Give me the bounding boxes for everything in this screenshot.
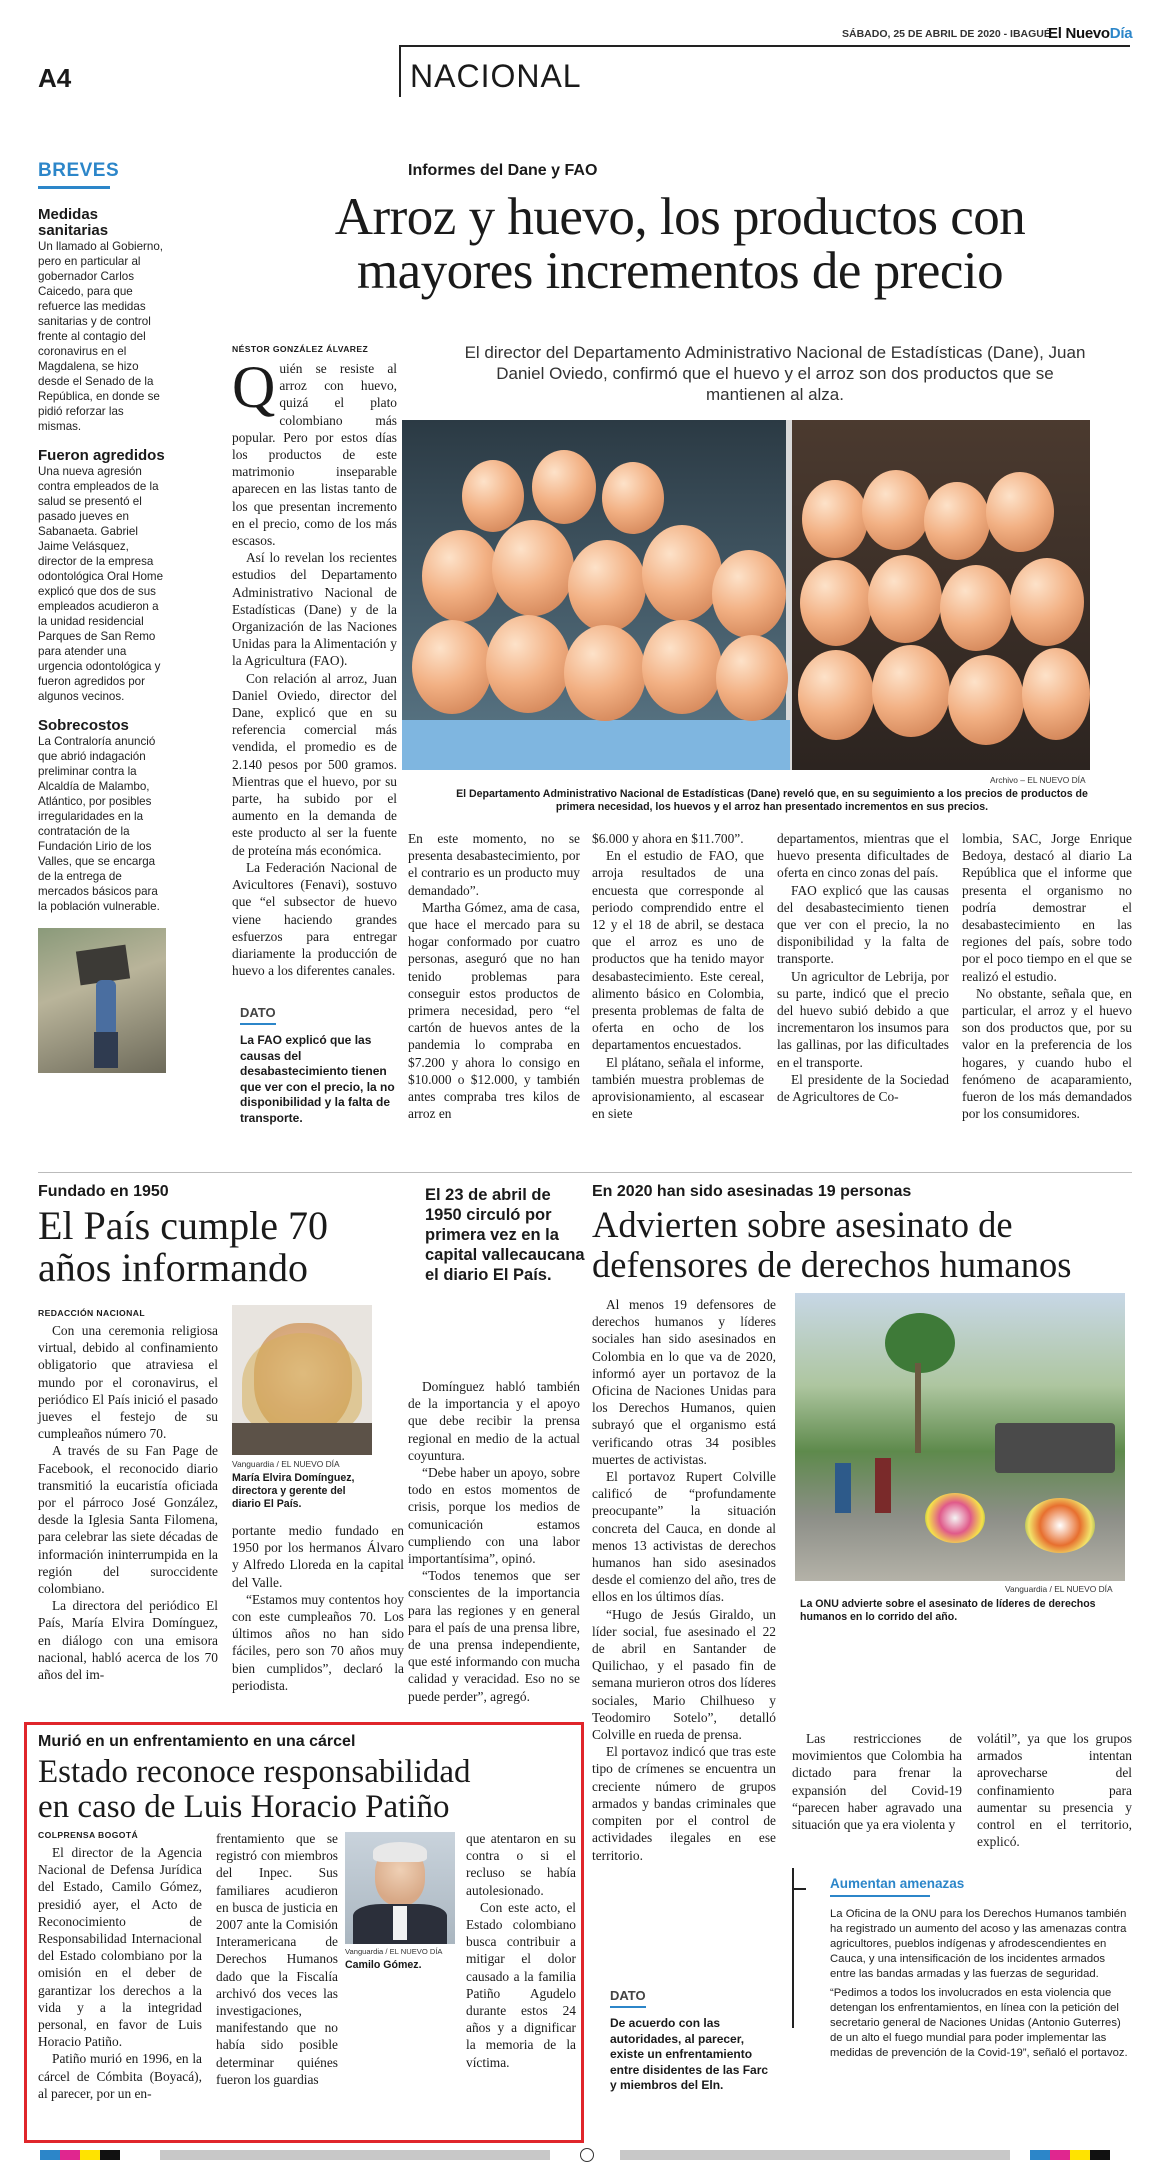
page-number: A4	[38, 63, 72, 93]
breve-item	[38, 207, 166, 434]
ddhh-col-3: volátil”, ya que los grupos armados intentan aprovecharse del confinamiento para aumentar su presencia y control en el territorio, explicó.	[977, 1731, 1132, 1850]
section-separator	[38, 1172, 1132, 1173]
masthead-rule	[400, 45, 1130, 47]
patino-photo-caption: Camilo Gómez.	[345, 1959, 422, 1971]
pais-byline: REDACCIÓN NACIONAL	[38, 1308, 145, 1318]
section-divider	[399, 45, 401, 97]
dropcap: Q	[232, 354, 276, 420]
ddhh-photo-caption: La ONU advierte sobre el asesinato de líderes de derechos humanos en lo corrido del año.	[800, 1598, 1096, 1623]
breves-label: BREVES	[38, 160, 120, 181]
masthead	[0, 0, 1172, 100]
breve-body: Un llamado al Gobierno, pero en particular al gobernador Carlos Caicedo, para que refuerce las medidas sanitarias y de control frente al contagio del coronavirus en el Magdalena, se hizo desde el Senado de la República, en donde se pidió reforzar las mismas.	[38, 240, 164, 433]
patino-kicker: Murió en un enfrentamiento en una cárcel	[38, 1733, 356, 1750]
patino-headline-line: Estado reconoce responsabilidad	[38, 1754, 471, 1790]
main-col-4: departamentos, mientras que el huevo presenta dificultades de oferta en cinco zonas del país. FAO explicó que las causas del desabastecimiento tienen que ver con el precio, la no disponibilidad y la falta de transporte. Un agricultor de Lebrija, por su parte, indicó que el precio del huevo subió debido a que incrementaron los insumos para las gallinas, por las dificultades en el transporte. El presidente de la Sociedad de Agricultores de Co-	[777, 831, 949, 1105]
pais-kicker: Fundado en 1950	[38, 1183, 169, 1200]
breves-photo	[38, 928, 166, 1073]
pais-photo-caption: María Elvira Domínguez, directora y gerente del diario El País.	[232, 1472, 355, 1510]
main-photo-caption: El Departamento Administrativo Nacional de Estadísticas (Dane) reveló que, en su seguimiento a los precios de productos de primera necesidad, los huevos y el arroz han presentado incrementos en sus precios.	[456, 788, 1088, 813]
pais-col-3: Domínguez habló también de la importancia y el apoyo que debe recibir la prensa regional en medio de la actual coyuntura. “Debe haber un apoyo, sobre todo en estos momentos de crisis, porque los medios de comunicación estamos cumpliendo con una labor importantísima”, opinó. “Todos tenemos que ser conscientes de la importancia para las regiones y en general para el país de una prensa libre, de una prensa independiente, que esté informando con mucha calidad y veracidad. Eso no se puede perder”, agregó.	[408, 1379, 580, 1704]
patino-photo-credit: Vanguardia / EL NUEVO DÍA	[345, 1947, 443, 1956]
dato-text: De acuerdo con las autoridades, al parecer, existe un enfrentamiento entre disidentes de las Farc y miembros del Eln.	[610, 2016, 769, 2092]
patino-col-1: El director de la Agencia Nacional de Defensa Jurídica del Estado, Camilo Gómez, presidió ayer, el Acto de Reconocimiento de Responsabilidad Internacional del Estado colombiano por la omisión en el deber de garantizar los derechos a la vida y a la integridad personal, en favor de Luis Horacio Patiño. Patiño murió en 1996, en la cárcel de Cómbita (Boyacá), al parecer, por un en-	[38, 1845, 202, 2101]
brand-logo-text: El Nuevo	[1048, 25, 1110, 42]
main-headline-line: Arroz y huevo, los productos con	[334, 188, 1026, 246]
pais-col-1: Con una ceremonia religiosa virtual, debido al confinamiento obligatorio que atraviesa el mundo por el coronavirus, el periódico El País inició el pasado jueves el festejo de su cumpleaños número 70. A través de su Fan Page de Facebook, el reconocido diario transmitió la eucaristía oficiada por el párroco José González, desde la Iglesia Santa Filomena, para celebrar las siete décadas de información ininterrumpida en la región del suroccidente colombiano. La directora del periódico El País, María Elvira Domínguez, en diálogo con una emisora nacional, habló acerca de los 70 años del im-	[38, 1323, 218, 1683]
main-col-1: Quién se resiste al arroz con huevo, quizá el plato colombiano más popular. Pero por estos días los productos de este matrimonio inseparable aparecen en las listas tanto de los que presentan incremento en el precio, como de los más escasos. Así lo revelan los recientes estudios del Departamento Administrativo Nacional de Estadísticas (Dane) y de la Organización de las Naciones Unidas para la Alimentación y la Agricultura (FAO). Con relación al arroz, Juan Daniel Oviedo, director del Dane, explicó que en su referencia comercial más vendida, el promedio es de 2.140 pesos por 500 gramos. Mientras que el huevo, por su parte, ha subido por el aumento en la demanda de este producto al ser la fuente de proteína más económica. La Federación Nacional de Avicultores (Fenavi), sostuvo que “el subsector de huevo viene haciendo grandes esfuerzos para entregar diariamente la producción de huevo a los diferentes canales.	[232, 354, 397, 979]
breve-body: Una nueva agresión contra empleados de la salud se presentó el pasado jueves en Sabanaeta. Gabriel Jaime Velásquez, director de la empresa odontológica Oral Home explicó que dos de sus empleados acudieron a la unidad residencial Parques de San Remo para atender una urgencia odontológica y fueron agredidos por algunos vecinos.	[38, 465, 164, 703]
ddhh-col-2: Las restricciones de movimientos que Colombia ha dictado para frenar la expansión del Covid-19 “parecen haber agravado una situación que ya era violenta y	[792, 1731, 962, 1833]
ddhh-headline	[592, 1205, 1152, 1285]
main-kicker: Informes del Dane y FAO	[408, 162, 598, 179]
ddhh-side-underline	[830, 1895, 930, 1897]
main-headline	[230, 190, 1130, 298]
ddhh-kicker: En 2020 han sido asesinadas 19 personas	[592, 1183, 912, 1200]
patino-col-2: frentamiento que se registró con miembros del Inpec. Sus familiares acudieron en busca de justicia en 2007 ante la Comisión Interamericana de Derechos Humanos dado que la Fiscalía archivó dos veces las investigaciones, manifestando que no había sido posible determinar quiénes fueron los guardias	[216, 1831, 338, 2087]
patino-byline: COLPRENSA BOGOTÁ	[38, 1830, 139, 1840]
pais-headline	[38, 1205, 398, 1289]
ddhh-side-text: La Oficina de la ONU para los Derechos Humanos también ha registrado un aumento del acoso y las amenazas contra agricultores, pueblos indígenas y afrodescendientes en Cauca, y una intensificación de los incidentes armados entre las bandas armadas y las fuerzas de seguridad. “Pedimos a todos los involucrados en esta violencia que detengan los enfrentamientos, en línea con la petición del secretario general de Naciones Unidas (Antonio Guterres) de un alto el fuego mundial para poder implementar las medidas de prevención de la Covid-19”, señaló el portavoz.	[830, 1908, 1128, 2059]
ddhh-photo	[795, 1293, 1125, 1581]
date-line: SÁBADO, 25 DE ABRIL DE 2020 - IBAGUÉ	[842, 28, 1051, 40]
dato-text: La FAO explicó que las causas del desabastecimiento tienen que ver con el precio, la no disponibilidad y la falta de transporte.	[240, 1033, 395, 1125]
breve-item	[38, 448, 166, 704]
main-photo-eggs	[402, 420, 1090, 770]
brand-logo-accent: Día	[1109, 25, 1133, 42]
color-bar	[0, 2150, 1172, 2164]
pais-pullquote: El 23 de abril de 1950 circuló por primera vez en la capital vallecaucana el diario El País.	[425, 1186, 585, 1284]
breve-title: Medidas sanitarias	[38, 206, 109, 239]
breve-item	[38, 718, 166, 914]
patino-headline	[38, 1755, 578, 1825]
ddhh-col-1: Al menos 19 defensores de derechos humanos y líderes sociales han sido asesinados en Colombia en lo que va de 2020, informó ayer un portavoz de la Oficina de Naciones Unidas para los Derechos Humanos, quien subrayó que el organismo está verificando otras 34 posibles muertes de activistas. El portavoz Rupert Colville calificó de “profundamente preocupante” la situación concreta del Cauca, en donde al menos 13 activistas de derechos humanos han sido asesinados desde el comienzo del año, tres de ellos en los últimos días. “Hugo de Jesús Giraldo, un líder social, fue asesinado el 22 de abril en Santander de Quilichao, y el pasado fin de semana murieron otros dos líderes sociales, Mario Chilhueso y Teodomiro Sotelo”, detalló Colville en rueda de prensa. El portavoz indicó que tras este tipo de crímenes se encuentra un creciente número de grupos armados y bandas criminales que compiten por el control de actividades ilegales en ese territorio.	[592, 1297, 776, 1863]
main-col-3: $6.000 y ahora en $11.700”. En el estudio de FAO, que arroja resultados de una encuesta que corresponde al periodo comprendido entre el 12 y el 18 de abril, se destaca que el arroz es uno de productos que ha tenido mayor desabastecimiento. Este cereal, alimento básico en Colombia, presenta problemas de falta de oferta en ocho de los departamentos encuestados. El plátano, señala el informe, también muestra problemas de aprovisionamiento, al escasear en siete	[592, 831, 764, 1122]
pais-photo-credit: Vanguardia / EL NUEVO DÍA	[232, 1459, 340, 1469]
breve-title: Fueron agredidos	[38, 447, 165, 464]
pais-headline-line: El País cumple 70	[38, 1203, 328, 1248]
pais-col-2: portante medio fundado en 1950 por los hermanos Álvaro y Alfredo Lloreda en la capital del Valle. “Estamos muy contentos hoy con este cumpleaños 70. Los últimos años no han sido fáciles, pero son 70 años muy bien cumplidos”, declaró la periodista.	[232, 1523, 404, 1693]
ddhh-headline-line: defensores de derechos humanos	[592, 1244, 1072, 1285]
breve-body: La Contraloría anunció que abrió indagación preliminar contra la Alcaldía de Malambo, Atlántico, por posibles irregularidades en la contratación de la Fundación Lirio de los Valles, que se encarga de la entrega de mercados básicos para la población vulnerable.	[38, 735, 160, 913]
pais-photo	[232, 1305, 372, 1455]
ddhh-headline-line: Advierten sobre asesinato de	[592, 1204, 1013, 1245]
ddhh-side-label: Aumentan amenazas	[830, 1876, 965, 1891]
dato-label: DATO	[610, 1988, 646, 2003]
breves-underline	[38, 186, 110, 189]
pais-headline-line: años informando	[38, 1245, 308, 1290]
main-deck: El director del Departamento Administrativo Nacional de Estadísticas (Dane), Juan Daniel Oviedo, confirmó que el huevo y el arroz son dos productos que se mantienen al alza.	[464, 343, 1086, 404]
patino-headline-line: en caso de Luis Horacio Patiño	[38, 1789, 450, 1825]
section-title: NACIONAL	[410, 58, 582, 94]
main-byline: NÉSTOR GONZÁLEZ ÁLVAREZ	[232, 344, 369, 354]
ddhh-photo-credit: Vanguardia / EL NUEVO DÍA	[1005, 1584, 1113, 1594]
breves-column	[38, 160, 166, 1073]
breve-title: Sobrecostos	[38, 717, 129, 734]
ddhh-dato-box	[610, 1988, 778, 2094]
main-dato-box	[240, 1005, 398, 1126]
main-col-2: En este momento, no se presenta desabastecimiento, por el contrario es un producto muy demandado”. Martha Gómez, ama de casa, que hace el mercado para su hogar conformado por cuatro personas, aseguró que no han tenido problemas para conseguir estos productos de primera necesidad, pero “el cartón de huevos antes de la pandemia lo compraba en $7.200 y ahora lo consigo en $10.000 o $12.000, y también antes compraba tres kilos de arroz en	[408, 831, 580, 1122]
patino-photo	[345, 1832, 455, 1944]
patino-col-3: que atentaron en su contra o si el recluso se había autolesionado. Con este acto, el Estado colombiano busca contribuir a mitigar el dolor causado a la familia Patiño Agudelo durante estos 24 años y a dignificar la memoria de la víctima.	[466, 1831, 576, 2070]
main-photo-credit: Archivo – EL NUEVO DÍA	[990, 775, 1086, 785]
main-headline-line: mayores incrementos de precio	[356, 242, 1004, 300]
brand-logo	[1048, 25, 1132, 42]
main-col-5: lombia, SAC, Jorge Enrique Bedoya, destacó al diario La República que el informe que presenta el organismo no podría demostrar el desabastecimiento en las regiones del país, sobre todo por el poco tiempo en el que se realizó el estudio. No obstante, señala que, en particular, el arroz y el huevo son dos productos que, por su valor en la preferencia de los hogares, y cuando hubo el fenómeno de acaparamiento, fueron de los más demandados por los consumidores.	[962, 831, 1132, 1122]
registration-mark-icon	[580, 2148, 594, 2162]
dato-label: DATO	[240, 1005, 276, 1020]
